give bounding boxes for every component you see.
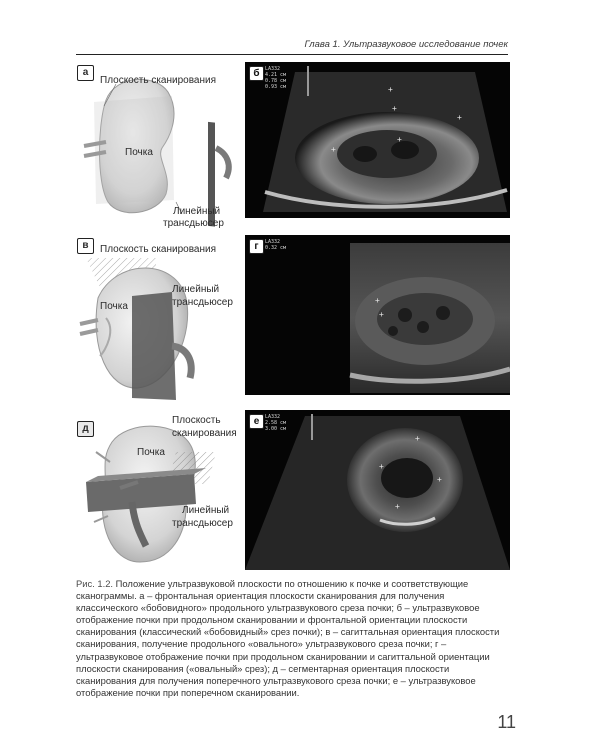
svg-text:+: + bbox=[397, 135, 402, 144]
annotation-kidney-v: Почка bbox=[100, 301, 128, 312]
svg-text:+: + bbox=[457, 113, 462, 122]
svg-text:+: + bbox=[379, 462, 384, 471]
panel-label-e: е bbox=[249, 414, 264, 429]
figure-number: Рис. 1.2. bbox=[76, 578, 114, 589]
annotation-kidney: Почка bbox=[125, 147, 153, 158]
panel-label-v: в bbox=[77, 238, 94, 254]
header-rule bbox=[76, 54, 508, 55]
ultrasound-image-e bbox=[245, 410, 510, 570]
ultrasound-overlay-g: LA332 0.32 см bbox=[265, 239, 287, 251]
panel-label-g: г bbox=[249, 239, 264, 254]
svg-text:+: + bbox=[331, 145, 336, 154]
panel-label-b: б bbox=[249, 66, 264, 81]
kidney-sagittal-illustration bbox=[76, 238, 246, 408]
svg-text:+: + bbox=[395, 502, 400, 511]
svg-text:+: + bbox=[437, 475, 442, 484]
svg-text:+: + bbox=[379, 310, 384, 319]
annotation-kidney-d: Почка bbox=[137, 447, 165, 458]
svg-text:+: + bbox=[375, 296, 380, 305]
annotation-transducer: трансдьюсер bbox=[163, 218, 224, 229]
ultrasound-image-b bbox=[245, 62, 510, 218]
ultrasound-overlay-e: LA332 2.58 см 3.00 см bbox=[265, 414, 287, 432]
page-number: 11 bbox=[497, 712, 516, 732]
svg-text:+: + bbox=[415, 434, 420, 443]
annotation-plane-d: Плоскость bbox=[172, 415, 221, 426]
svg-text:+: + bbox=[388, 85, 393, 94]
annotation-scan-plane-v: Плоскость сканирования bbox=[100, 244, 216, 255]
annotation-linear-v: Линейный bbox=[172, 284, 220, 295]
annotation-scan-plane: Плоскость сканирования bbox=[100, 75, 216, 86]
annotation-scan-d: сканирования bbox=[172, 428, 237, 439]
ultrasound-image-g bbox=[245, 235, 510, 395]
annotation-linear: Линейный bbox=[173, 206, 221, 217]
panel-label-d: д bbox=[77, 421, 94, 437]
panel-label-a: а bbox=[77, 65, 94, 81]
annotation-linear-d: Линейный bbox=[182, 505, 230, 516]
figure-caption bbox=[76, 578, 508, 699]
annotation-transducer-v: трансдьюсер bbox=[172, 297, 233, 308]
ultrasound-overlay-b: LA332 4.21 см 0.78 см 0.93 см bbox=[265, 66, 287, 90]
kidney-frontal-illustration bbox=[76, 62, 246, 232]
annotation-transducer-d: трансдьюсер bbox=[172, 518, 233, 529]
svg-text:+: + bbox=[392, 104, 397, 113]
chapter-header: Глава 1. Ультразвуковое исследование почек bbox=[304, 39, 508, 50]
caption-text: Положение ультразвуковой плоскости по отношению к почке и соответствующие сканограммы. а – фронтальная ориентация плоскости сканирования для получения классического «бобовидного» продольного ультразвукового среза почки; б – ультразвуковое отображение почки при продольном сканировании и фронтальной ориентации плоскости сканирования (классический «бобовидный» срез почки); в – сагиттальная ориентация плоскости сканирования, получение продольного «овального» ультразвукового среза почки; г – ультразвуковое отображение почки при продольном сканировании и сагиттальной ориентации плоскости сканирования («овальный» срез); д – сегментарная ориентация плоскости сканирования для получения поперечного ультразвукового среза почки; е – ультразвуковое отображение почки при поперечном сканировании. bbox=[76, 578, 500, 698]
